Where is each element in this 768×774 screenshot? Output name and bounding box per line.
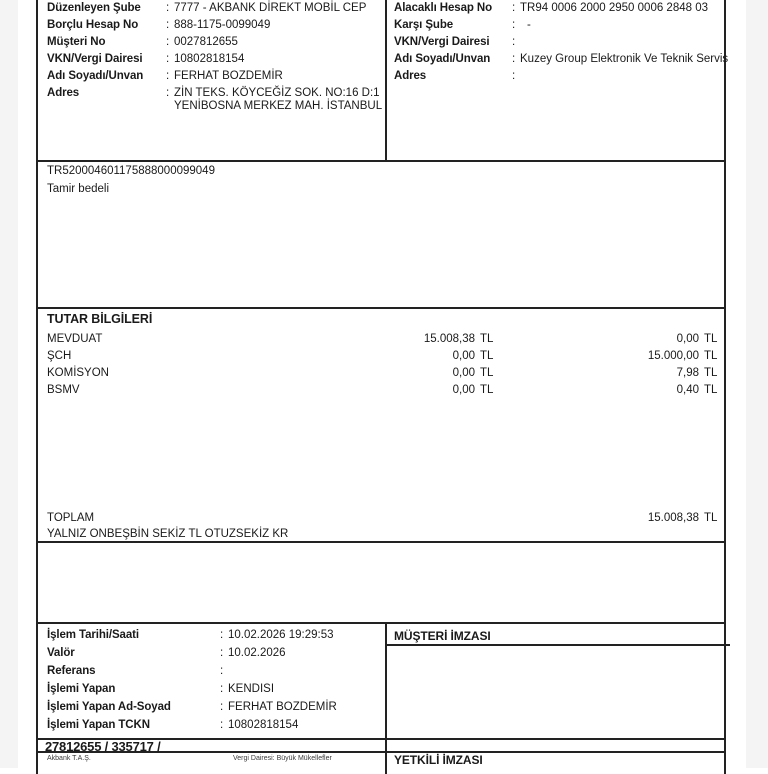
- field-label: Borçlu Hesap No: [47, 19, 139, 31]
- amount-debit-value: 0,00: [452, 367, 475, 379]
- rule-transaction-top: [38, 622, 724, 624]
- total-amount: [562, 512, 722, 524]
- field-separator: :: [512, 19, 516, 31]
- field-label: İşlemi Yapan TCKN: [47, 719, 150, 731]
- rule-words-bottom: [38, 541, 724, 543]
- amount-row-credit: [562, 350, 722, 362]
- field-separator: :: [166, 70, 170, 82]
- field-value: -: [527, 19, 531, 31]
- field-value: 10.02.2026: [228, 647, 286, 659]
- field-label: Düzenleyen Şube: [47, 2, 141, 14]
- account-reference-line: 27812655 / 335717 /: [45, 739, 161, 754]
- amount-row-label: ŞCH: [47, 350, 72, 362]
- receipt-sheet: [36, 0, 729, 774]
- field-label: Müşteri No: [47, 36, 106, 48]
- field-value: ZİN TEKS. KÖYCEĞİZ SOK. NO:16 D:1: [174, 87, 380, 99]
- amount-row-credit: [562, 367, 722, 379]
- currency-label: TL: [704, 333, 718, 345]
- bank-name: Akbank T.A.Ş.: [47, 755, 91, 762]
- field-label: Adres: [47, 87, 80, 99]
- field-value: 10802818154: [228, 719, 299, 731]
- divider-parties: [385, 0, 387, 160]
- field-value: TR94 0006 2000 2950 0006 2848 03: [520, 2, 708, 14]
- rule-description-bottom: [38, 307, 724, 309]
- amount-row-label: BSMV: [47, 384, 80, 396]
- amount-credit-value: 0,40: [676, 384, 699, 396]
- currency-label: TL: [480, 350, 494, 362]
- amount-in-words: YALNIZ ONBEŞBİN SEKİZ TL OTUZSEKİZ KR: [47, 528, 289, 540]
- amount-row-label: KOMİSYON: [47, 367, 109, 379]
- field-label: VKN/Vergi Dairesi: [47, 53, 143, 65]
- field-separator: :: [220, 629, 224, 641]
- field-value: 7777 - AKBANK DİREKT MOBİL CEP: [174, 2, 367, 14]
- description-iban: TR520004601175888000099049: [47, 165, 215, 177]
- amount-debit-value: 0,00: [452, 384, 475, 396]
- amount-row-debit: [338, 350, 498, 362]
- bank-tax-office: Vergi Dairesi: Büyük Mükellefler: [233, 755, 332, 762]
- field-label: İşlemi Yapan: [47, 683, 116, 695]
- rule-customer-signature: [385, 644, 730, 646]
- field-label: Karşı Şube: [394, 19, 454, 31]
- field-value: 888-1175-0099049: [174, 19, 271, 31]
- field-label: Adı Soyadı/Unvan: [47, 70, 144, 82]
- description-note: Tamir bedeli: [47, 183, 109, 195]
- field-label: Adres: [394, 70, 427, 82]
- amounts-title: TUTAR BİLGİLERİ: [47, 312, 153, 326]
- field-separator: :: [512, 70, 516, 82]
- amount-debit-value: 0,00: [452, 350, 475, 362]
- field-separator: :: [512, 2, 516, 14]
- total-label: TOPLAM: [47, 512, 95, 524]
- field-separator: :: [220, 683, 224, 695]
- currency-label: TL: [480, 384, 494, 396]
- amount-row-debit: [338, 333, 498, 345]
- currency-label: TL: [704, 384, 718, 396]
- amount-row-credit: [562, 333, 722, 345]
- amount-credit-value: 7,98: [676, 367, 699, 379]
- field-label: Adı Soyadı/Unvan: [394, 53, 491, 65]
- field-value: 0027812655: [174, 36, 238, 48]
- field-separator: :: [220, 701, 224, 713]
- field-separator: :: [166, 87, 170, 99]
- total-value: 15.008,38: [647, 512, 699, 524]
- field-value: 10.02.2026 19:29:53: [228, 629, 334, 641]
- field-separator: :: [166, 36, 170, 48]
- rule-parties-bottom: [38, 160, 724, 162]
- field-label: İşlem Tarihi/Saati: [47, 629, 139, 641]
- field-value: FERHAT BOZDEMİR: [174, 70, 283, 82]
- field-value: 10802818154: [174, 53, 245, 65]
- amount-debit-value: 15.008,38: [423, 333, 475, 345]
- currency-label: TL: [704, 350, 718, 362]
- amount-credit-value: 0,00: [676, 333, 699, 345]
- field-label: VKN/Vergi Dairesi: [394, 36, 490, 48]
- amount-row-credit: [562, 384, 722, 396]
- field-separator: :: [166, 53, 170, 65]
- page-margin-right: [746, 0, 768, 768]
- field-separator: :: [512, 36, 516, 48]
- field-value: FERHAT BOZDEMİR: [228, 701, 337, 713]
- currency-label: TL: [704, 367, 718, 379]
- field-value: Kuzey Group Elektronik Ve Teknik Servis: [520, 53, 729, 65]
- field-label: Alacaklı Hesap No: [394, 2, 493, 14]
- field-separator: :: [220, 647, 224, 659]
- field-separator: :: [220, 719, 224, 731]
- field-label: Referans: [47, 665, 96, 677]
- amount-row-debit: [338, 384, 498, 396]
- currency-label: TL: [704, 512, 718, 524]
- amount-credit-value: 15.000,00: [647, 350, 699, 362]
- field-label: İşlemi Yapan Ad-Soyad: [47, 701, 171, 713]
- customer-signature-title: MÜŞTERİ İMZASI: [394, 629, 491, 643]
- field-value-line2: YENİBOSNA MERKEZ MAH. İSTANBUL: [174, 100, 383, 112]
- page-margin-left: [0, 0, 18, 768]
- field-label: Valör: [47, 647, 75, 659]
- amount-row-debit: [338, 367, 498, 379]
- amount-row-label: MEVDUAT: [47, 333, 103, 345]
- field-value: KENDISI: [228, 683, 275, 695]
- currency-label: TL: [480, 333, 494, 345]
- authorized-signature-title: YETKİLİ İMZASI: [394, 753, 483, 767]
- field-separator: :: [166, 2, 170, 14]
- field-separator: :: [166, 19, 170, 31]
- currency-label: TL: [480, 367, 494, 379]
- field-separator: :: [512, 53, 516, 65]
- field-separator: :: [220, 665, 224, 677]
